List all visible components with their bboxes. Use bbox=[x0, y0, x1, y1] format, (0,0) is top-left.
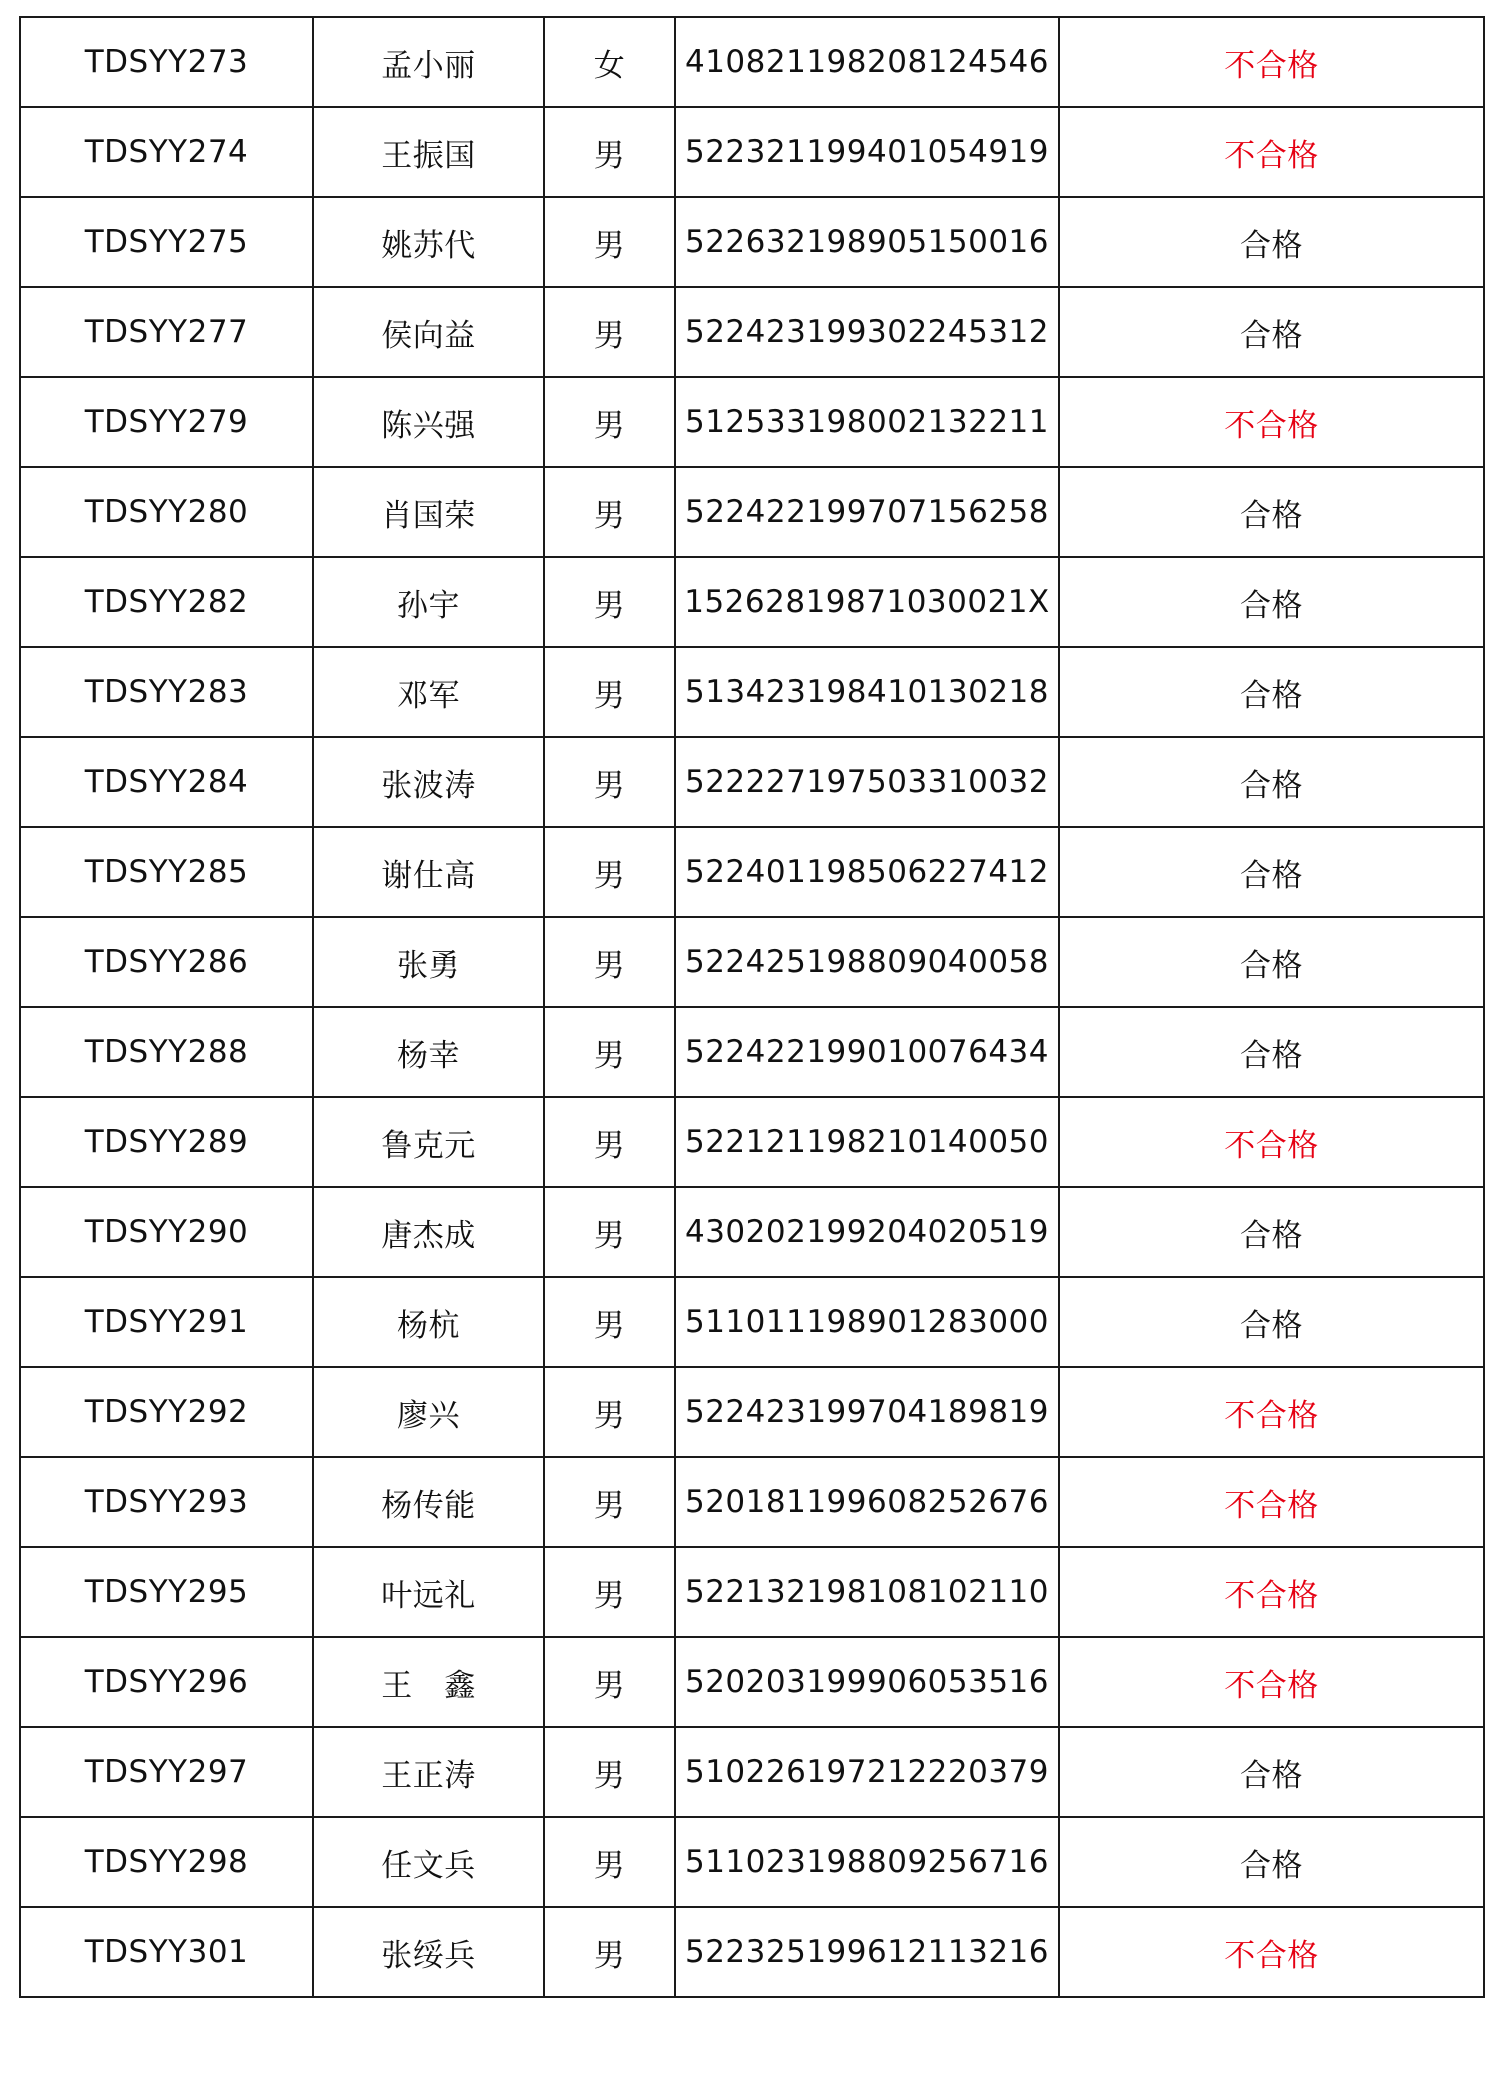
candidate-name-cell: 肖国荣 bbox=[313, 467, 544, 557]
candidate-name-cell: 杨传能 bbox=[313, 1457, 544, 1547]
candidate-id-cell: TDSYY295 bbox=[20, 1547, 313, 1637]
candidate-result-cell: 合格 bbox=[1059, 197, 1484, 287]
candidate-id-number-cell: 430202199204020519 bbox=[675, 1187, 1059, 1277]
candidate-name-cell: 杨幸 bbox=[313, 1007, 544, 1097]
candidate-id-number-cell: 522121198210140050 bbox=[675, 1097, 1059, 1187]
candidate-sex-cell: 男 bbox=[544, 1277, 675, 1367]
candidate-name-cell: 唐杰成 bbox=[313, 1187, 544, 1277]
candidate-id-number-cell: 410821198208124546 bbox=[675, 17, 1059, 107]
table-row bbox=[20, 107, 1484, 197]
candidate-id-cell: TDSYY275 bbox=[20, 197, 313, 287]
candidate-id-number-cell: 15262819871030021X bbox=[675, 557, 1059, 647]
candidate-id-cell: TDSYY284 bbox=[20, 737, 313, 827]
candidate-result-cell: 合格 bbox=[1059, 1187, 1484, 1277]
candidate-sex-cell: 男 bbox=[544, 1637, 675, 1727]
candidate-result-cell: 不合格 bbox=[1059, 1367, 1484, 1457]
table-row bbox=[20, 377, 1484, 467]
candidate-result-cell: 合格 bbox=[1059, 287, 1484, 377]
candidate-id-cell: TDSYY301 bbox=[20, 1907, 313, 1997]
table-row bbox=[20, 1277, 1484, 1367]
candidate-sex-cell: 男 bbox=[544, 1187, 675, 1277]
candidate-result-cell: 不合格 bbox=[1059, 1547, 1484, 1637]
candidate-name-cell: 叶远礼 bbox=[313, 1547, 544, 1637]
candidate-name-cell: 孟小丽 bbox=[313, 17, 544, 107]
candidate-name-cell: 杨杭 bbox=[313, 1277, 544, 1367]
candidate-id-number-cell: 511023198809256716 bbox=[675, 1817, 1059, 1907]
candidate-id-cell: TDSYY282 bbox=[20, 557, 313, 647]
candidate-name-cell: 王 鑫 bbox=[313, 1637, 544, 1727]
candidate-result-cell: 合格 bbox=[1059, 1817, 1484, 1907]
candidate-sex-cell: 男 bbox=[544, 287, 675, 377]
candidate-name-cell: 鲁克元 bbox=[313, 1097, 544, 1187]
candidate-id-number-cell: 522422199707156258 bbox=[675, 467, 1059, 557]
table-row bbox=[20, 287, 1484, 377]
candidate-name-cell: 张勇 bbox=[313, 917, 544, 1007]
candidate-id-number-cell: 520203199906053516 bbox=[675, 1637, 1059, 1727]
candidate-id-number-cell: 522321199401054919 bbox=[675, 107, 1059, 197]
candidate-id-cell: TDSYY277 bbox=[20, 287, 313, 377]
candidate-result-cell: 不合格 bbox=[1059, 1907, 1484, 1997]
table-row bbox=[20, 1547, 1484, 1637]
candidate-name-cell: 邓军 bbox=[313, 647, 544, 737]
results-table bbox=[19, 16, 1485, 1998]
candidate-id-number-cell: 520181199608252676 bbox=[675, 1457, 1059, 1547]
candidate-id-number-cell: 512533198002132211 bbox=[675, 377, 1059, 467]
table-row bbox=[20, 1367, 1484, 1457]
candidate-id-number-cell: 522423199302245312 bbox=[675, 287, 1059, 377]
candidate-sex-cell: 男 bbox=[544, 1367, 675, 1457]
candidate-id-cell: TDSYY273 bbox=[20, 17, 313, 107]
candidate-sex-cell: 男 bbox=[544, 377, 675, 467]
candidate-id-cell: TDSYY285 bbox=[20, 827, 313, 917]
candidate-result-cell: 合格 bbox=[1059, 917, 1484, 1007]
candidate-id-cell: TDSYY274 bbox=[20, 107, 313, 197]
table-row bbox=[20, 467, 1484, 557]
candidate-result-cell: 不合格 bbox=[1059, 107, 1484, 197]
candidate-sex-cell: 男 bbox=[544, 1547, 675, 1637]
table-row bbox=[20, 1907, 1484, 1997]
candidate-sex-cell: 男 bbox=[544, 1907, 675, 1997]
table-row bbox=[20, 197, 1484, 287]
candidate-sex-cell: 女 bbox=[544, 17, 675, 107]
candidate-id-cell: TDSYY289 bbox=[20, 1097, 313, 1187]
table-row bbox=[20, 1007, 1484, 1097]
candidate-sex-cell: 男 bbox=[544, 107, 675, 197]
table-row bbox=[20, 737, 1484, 827]
candidate-result-cell: 不合格 bbox=[1059, 1637, 1484, 1727]
table-row bbox=[20, 1637, 1484, 1727]
candidate-name-cell: 陈兴强 bbox=[313, 377, 544, 467]
table-row bbox=[20, 917, 1484, 1007]
candidate-id-number-cell: 510226197212220379 bbox=[675, 1727, 1059, 1817]
table-row bbox=[20, 1187, 1484, 1277]
candidate-result-cell: 合格 bbox=[1059, 827, 1484, 917]
candidate-sex-cell: 男 bbox=[544, 1727, 675, 1817]
results-sheet bbox=[19, 16, 1485, 1998]
candidate-name-cell: 王正涛 bbox=[313, 1727, 544, 1817]
candidate-result-cell: 合格 bbox=[1059, 737, 1484, 827]
candidate-sex-cell: 男 bbox=[544, 827, 675, 917]
candidate-id-cell: TDSYY298 bbox=[20, 1817, 313, 1907]
candidate-id-cell: TDSYY290 bbox=[20, 1187, 313, 1277]
candidate-id-number-cell: 511011198901283000 bbox=[675, 1277, 1059, 1367]
candidate-name-cell: 廖兴 bbox=[313, 1367, 544, 1457]
candidate-id-number-cell: 522632198905150016 bbox=[675, 197, 1059, 287]
candidate-result-cell: 不合格 bbox=[1059, 377, 1484, 467]
candidate-name-cell: 任文兵 bbox=[313, 1817, 544, 1907]
candidate-id-cell: TDSYY279 bbox=[20, 377, 313, 467]
candidate-id-number-cell: 522132198108102110 bbox=[675, 1547, 1059, 1637]
candidate-id-cell: TDSYY280 bbox=[20, 467, 313, 557]
candidate-name-cell: 侯向益 bbox=[313, 287, 544, 377]
candidate-id-number-cell: 522227197503310032 bbox=[675, 737, 1059, 827]
candidate-sex-cell: 男 bbox=[544, 557, 675, 647]
candidate-id-cell: TDSYY292 bbox=[20, 1367, 313, 1457]
candidate-name-cell: 张绥兵 bbox=[313, 1907, 544, 1997]
candidate-sex-cell: 男 bbox=[544, 737, 675, 827]
candidate-result-cell: 合格 bbox=[1059, 647, 1484, 737]
candidate-result-cell: 合格 bbox=[1059, 467, 1484, 557]
candidate-id-cell: TDSYY297 bbox=[20, 1727, 313, 1817]
candidate-sex-cell: 男 bbox=[544, 917, 675, 1007]
candidate-sex-cell: 男 bbox=[544, 467, 675, 557]
candidate-id-cell: TDSYY283 bbox=[20, 647, 313, 737]
candidate-result-cell: 不合格 bbox=[1059, 1097, 1484, 1187]
candidate-id-number-cell: 522325199612113216 bbox=[675, 1907, 1059, 1997]
candidate-sex-cell: 男 bbox=[544, 1097, 675, 1187]
candidate-id-number-cell: 522422199010076434 bbox=[675, 1007, 1059, 1097]
candidate-name-cell: 谢仕高 bbox=[313, 827, 544, 917]
candidate-id-cell: TDSYY293 bbox=[20, 1457, 313, 1547]
candidate-id-number-cell: 522425198809040058 bbox=[675, 917, 1059, 1007]
table-row bbox=[20, 1097, 1484, 1187]
table-row bbox=[20, 17, 1484, 107]
candidate-sex-cell: 男 bbox=[544, 1817, 675, 1907]
candidate-id-cell: TDSYY288 bbox=[20, 1007, 313, 1097]
candidate-name-cell: 张波涛 bbox=[313, 737, 544, 827]
candidate-id-cell: TDSYY296 bbox=[20, 1637, 313, 1727]
candidate-id-number-cell: 513423198410130218 bbox=[675, 647, 1059, 737]
candidate-result-cell: 合格 bbox=[1059, 1007, 1484, 1097]
candidate-result-cell: 合格 bbox=[1059, 1277, 1484, 1367]
candidate-id-number-cell: 522423199704189819 bbox=[675, 1367, 1059, 1457]
candidate-name-cell: 孙宇 bbox=[313, 557, 544, 647]
candidate-result-cell: 合格 bbox=[1059, 557, 1484, 647]
candidate-sex-cell: 男 bbox=[544, 1007, 675, 1097]
candidate-id-cell: TDSYY291 bbox=[20, 1277, 313, 1367]
table-row bbox=[20, 1727, 1484, 1817]
candidate-result-cell: 合格 bbox=[1059, 1727, 1484, 1817]
candidate-name-cell: 王振国 bbox=[313, 107, 544, 197]
table-row bbox=[20, 827, 1484, 917]
candidate-result-cell: 不合格 bbox=[1059, 17, 1484, 107]
candidate-sex-cell: 男 bbox=[544, 647, 675, 737]
candidate-id-number-cell: 522401198506227412 bbox=[675, 827, 1059, 917]
table-row bbox=[20, 1457, 1484, 1547]
table-row bbox=[20, 647, 1484, 737]
candidate-sex-cell: 男 bbox=[544, 1457, 675, 1547]
candidate-result-cell: 不合格 bbox=[1059, 1457, 1484, 1547]
candidate-sex-cell: 男 bbox=[544, 197, 675, 287]
candidate-id-cell: TDSYY286 bbox=[20, 917, 313, 1007]
results-table-body bbox=[20, 17, 1484, 1997]
table-row bbox=[20, 557, 1484, 647]
candidate-name-cell: 姚苏代 bbox=[313, 197, 544, 287]
table-row bbox=[20, 1817, 1484, 1907]
